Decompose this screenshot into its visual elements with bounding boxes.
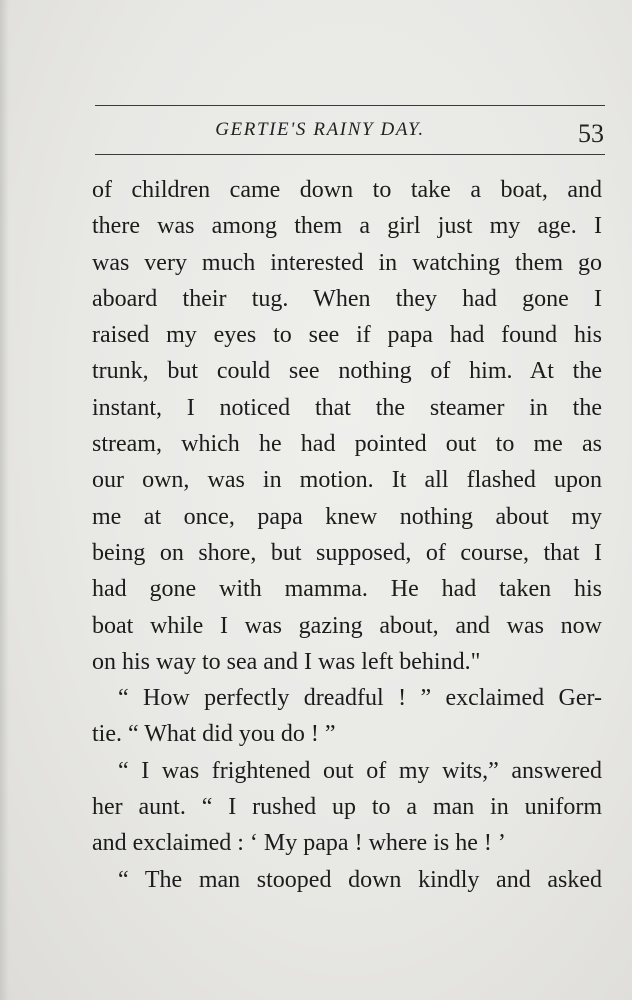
text-line: her aunt. “ I rushed up to a man in uniform [92, 794, 602, 821]
text-line: was very much interested in watching them go [92, 249, 602, 276]
text-line: on his way to sea and I was left behind." [92, 648, 481, 675]
page-number: 53 [578, 119, 604, 148]
text-line: instant, I noticed that the steamer in the [92, 394, 602, 421]
text-line: our own, was in motion. It all flashed upon [92, 467, 602, 494]
body-text [92, 172, 602, 898]
text-line: boat while I was gazing about, and was now [92, 612, 602, 639]
text-line: aboard their tug. When they had gone I [92, 285, 602, 312]
page-edge-shadow [0, 0, 9, 1000]
header-rule-bottom [95, 154, 605, 155]
text-line: “ I was frightened out of my wits,” answered [118, 757, 602, 784]
running-title: GERTIE'S RAINY DAY. [215, 119, 425, 140]
text-line: being on shore, but supposed, of course, that I [92, 539, 602, 566]
text-line: there was among them a girl just my age. I [92, 213, 602, 240]
text-line: had gone with mamma. He had taken his [92, 576, 602, 603]
text-line: “ The man stooped down kindly and asked [118, 866, 602, 893]
text-line: me at once, papa knew nothing about my [92, 503, 602, 530]
text-line: raised my eyes to see if papa had found his [92, 322, 602, 349]
text-line: tie. “ What did you do ! ” [92, 721, 336, 748]
text-line: “ How perfectly dreadful ! ” exclaimed Ger- [118, 685, 602, 712]
text-line: and exclaimed : ‘ My papa ! where is he ! ’ [92, 830, 506, 857]
text-line: stream, which he had pointed out to me as [92, 431, 602, 458]
header-rule-top [95, 105, 605, 106]
text-line: trunk, but could see nothing of him. At the [92, 358, 602, 385]
text-line: of children came down to take a boat, and [92, 177, 602, 203]
